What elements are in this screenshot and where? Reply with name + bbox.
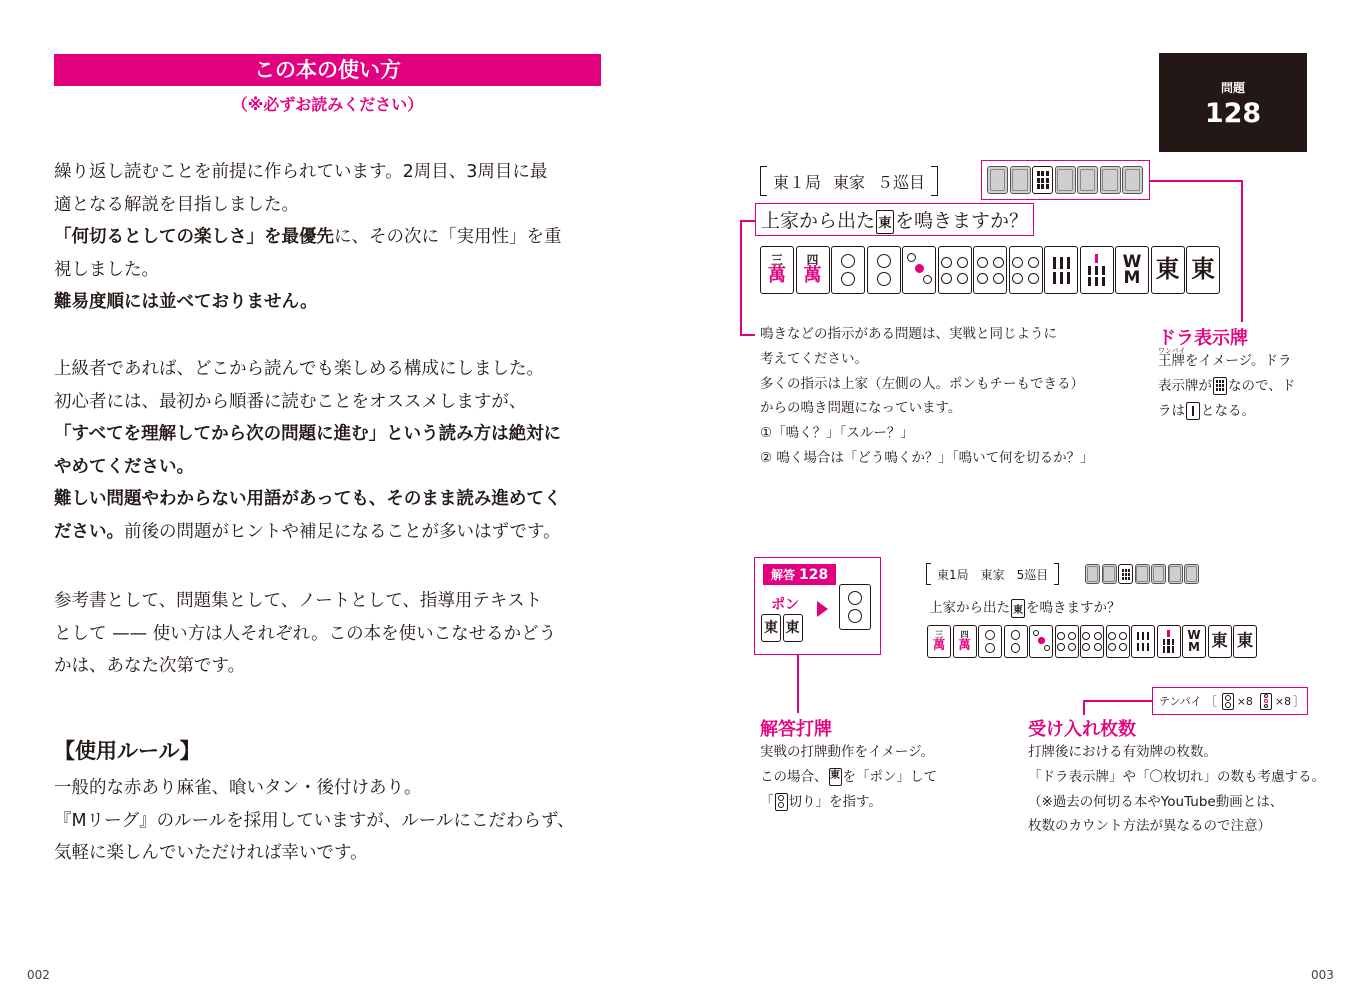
dora-indicator-tile bbox=[1032, 166, 1053, 194]
answer-heading: 解答打牌 bbox=[760, 719, 832, 740]
pin-2-tile bbox=[1004, 625, 1028, 658]
ukeire-leader-v bbox=[1083, 700, 1085, 715]
text-run: 前後の問題がヒントや補足になることが多いはずです。 bbox=[124, 521, 561, 542]
text-line bbox=[54, 386, 609, 419]
east-tile: 東 bbox=[783, 614, 803, 642]
ukeire-line: 「ドラ表示牌」や「〇枚切れ」の数も考慮する。 bbox=[1028, 768, 1325, 785]
call-leader-h bbox=[740, 220, 755, 222]
bamboo-9-icon bbox=[1213, 377, 1227, 395]
text-run: かは、あなた次第です。 bbox=[54, 656, 246, 677]
text-run: 適となる解説を目指しました。 bbox=[54, 194, 299, 215]
dora-leader-h bbox=[1150, 180, 1243, 182]
pin-4-tile bbox=[1009, 246, 1043, 294]
wall-tile bbox=[1151, 564, 1166, 584]
man-tile: 四 萬 bbox=[796, 246, 830, 294]
sou-8-tile: W M bbox=[1115, 246, 1149, 294]
east-tile: 東 bbox=[761, 614, 781, 642]
text-run: として —— 使い方は人それぞれ。この本を使いこなせるかどう bbox=[54, 623, 557, 644]
wall-tile bbox=[1102, 564, 1117, 584]
problem-number: 128 bbox=[1204, 98, 1262, 129]
ukeire-line: 打牌後における有効牌の枚数。 bbox=[1028, 744, 1217, 760]
turn-text: ５巡目 bbox=[877, 172, 926, 192]
small-round-info bbox=[926, 563, 1059, 585]
wall-tile bbox=[1135, 564, 1150, 584]
sou-7-tile bbox=[1080, 246, 1114, 294]
text-line bbox=[54, 189, 609, 222]
bamboo-1-icon bbox=[1186, 402, 1200, 420]
page-number-right: 003 bbox=[1311, 968, 1334, 982]
wall-tile bbox=[1100, 166, 1121, 194]
rules-heading: 【使用ルール】 bbox=[54, 739, 201, 763]
tenpai-label: テンパイ bbox=[1159, 695, 1202, 708]
text-line bbox=[54, 221, 609, 254]
text-line bbox=[54, 483, 609, 516]
call-note-line: ② 鳴く場合は「どう鳴くか？」「鳴いて何を切るか？」 bbox=[760, 449, 1094, 466]
man-tile: 四 萬 bbox=[953, 625, 977, 658]
answer-line: 実戦の打牌動作をイメージ。 bbox=[760, 744, 935, 760]
question-before: 上家から出た bbox=[761, 210, 876, 232]
dora-line-part: なので、ド bbox=[1228, 377, 1296, 394]
round-info bbox=[760, 166, 938, 196]
man-tile: 三 萬 bbox=[760, 246, 794, 294]
discard-pin-2-tile bbox=[839, 584, 871, 630]
tenpai-count: ×8 bbox=[1236, 694, 1253, 708]
dora-line: 王牌をイメージ。ドラ bbox=[1158, 353, 1292, 369]
answer-line-part: 切り」を指す。 bbox=[788, 793, 882, 810]
text-line bbox=[54, 618, 609, 651]
answer-label: 解答 bbox=[771, 568, 796, 582]
dora-line bbox=[1158, 399, 1295, 424]
small-q-after: を鳴きますか？ bbox=[1026, 600, 1121, 616]
text-run: 視しました。 bbox=[54, 259, 159, 280]
man-tile: 三 萬 bbox=[927, 625, 951, 658]
answer-line bbox=[760, 790, 937, 815]
text-run: 参考書として、問題集として、ノートとして、指導用テキスト bbox=[54, 591, 543, 611]
pin-2-icon bbox=[1222, 693, 1234, 710]
text-run: に、その次に「実用性」を重 bbox=[334, 227, 562, 248]
page-title: この本の使い方 bbox=[54, 54, 601, 86]
pon-label: ポン bbox=[771, 597, 799, 613]
text-line bbox=[54, 585, 609, 618]
tenpai-count: ×8 bbox=[1274, 694, 1292, 708]
sou-6-tile bbox=[1044, 246, 1078, 294]
wall-tile bbox=[1077, 166, 1098, 194]
dora-heading: ドラ表示牌 bbox=[1158, 328, 1248, 349]
bold-run: 「何切るとしての楽しさ」を最優先 bbox=[54, 227, 334, 248]
sou-6-tile bbox=[1131, 625, 1155, 658]
east-tile-icon: 東 bbox=[876, 210, 894, 234]
wall-tile bbox=[1184, 564, 1199, 584]
page-number-left: 002 bbox=[27, 968, 50, 982]
dora-leader-v bbox=[1241, 180, 1243, 322]
answer-line-part: この場合、 bbox=[760, 768, 828, 785]
east-tile: 東 bbox=[1233, 625, 1257, 658]
bold-run: 難易度順には並べておりません。 bbox=[54, 292, 318, 313]
dora-line bbox=[1158, 374, 1295, 399]
east-tile-icon: 東 bbox=[829, 768, 842, 786]
text-run: 初心者には、最初から順番に読むことをオススメしますが、 bbox=[54, 391, 527, 412]
wall-tile bbox=[1085, 564, 1100, 584]
pin-2-icon bbox=[775, 793, 788, 811]
pin-4-tile bbox=[1106, 625, 1130, 658]
wall-tile bbox=[1168, 564, 1183, 584]
small-hand-tiles bbox=[927, 625, 1259, 658]
wall-tile bbox=[1010, 166, 1031, 194]
answer-box bbox=[754, 557, 881, 655]
text-line bbox=[54, 805, 609, 838]
tenpai-box: テンパイ ［ ×8 ×8 ］ bbox=[1152, 687, 1308, 715]
east-tile: 東 bbox=[1151, 246, 1185, 294]
text-line bbox=[54, 418, 609, 451]
ukeire-heading: 受け入れ枚数 bbox=[1028, 719, 1136, 740]
text-line bbox=[54, 772, 609, 805]
usage-paragraph bbox=[54, 585, 609, 683]
east-tile: 東 bbox=[1208, 625, 1232, 658]
sou-7-tile bbox=[1157, 625, 1181, 658]
ukeire-line: 枚数のカウント方法が異なるので注意） bbox=[1028, 818, 1271, 835]
red-pin-3-tile bbox=[902, 246, 936, 294]
small-q-before: 上家から出た bbox=[929, 600, 1010, 616]
sou-8-tile: W M bbox=[1182, 625, 1206, 658]
answer-explanation bbox=[760, 740, 937, 814]
small-dora-wall bbox=[1085, 564, 1201, 584]
text-run: 上級者であれば、どこから読んでも楽しめる構成にしました。 bbox=[54, 359, 544, 379]
page-subtitle: （※必ずお読みください） bbox=[231, 95, 424, 114]
answer-number: 128 bbox=[799, 567, 829, 583]
pon-tiles bbox=[761, 614, 804, 642]
east-tile-icon: 東 bbox=[1011, 599, 1025, 618]
answer-line-part: 「 bbox=[760, 793, 774, 810]
text-run: 『Mリーグ』のルールを採用していますが、ルールにこだわらず、 bbox=[54, 810, 575, 831]
dora-line-part: 表示牌が bbox=[1158, 377, 1212, 394]
text-line bbox=[54, 286, 609, 319]
question-text bbox=[761, 206, 1028, 234]
answer-line-part: を「ポン」して bbox=[842, 768, 937, 785]
dora-indicator-tile bbox=[1118, 564, 1133, 584]
discard-tile-wrap bbox=[839, 584, 873, 630]
small-question-text bbox=[929, 596, 1121, 618]
pin-3-red-icon bbox=[1260, 693, 1272, 710]
ukeire-line: （※過去の何切る本やYouTube動画とは、 bbox=[1028, 793, 1284, 810]
bold-run: ださい。 bbox=[54, 521, 124, 542]
middle-paragraph bbox=[54, 353, 609, 549]
dora-ruby: ワンパイ bbox=[1158, 347, 1186, 355]
small-turn-text: 5巡目 bbox=[1016, 567, 1049, 582]
pin-4-tile bbox=[1055, 625, 1079, 658]
text-line bbox=[54, 650, 609, 683]
pin-2-tile bbox=[831, 246, 865, 294]
text-run: 繰り返し読むことを前提に作られています。2周目、3周目に最 bbox=[54, 162, 548, 182]
text-line bbox=[54, 254, 609, 287]
text-line bbox=[54, 353, 609, 386]
wall-tile bbox=[987, 166, 1008, 194]
call-note-line: 多くの指示は上家（左側の人。ポンもチーもできる） bbox=[760, 375, 1084, 392]
bold-run: 「すべてを理解してから次の問題に進む」という読み方は絶対に bbox=[54, 424, 562, 445]
answer-tag bbox=[763, 564, 836, 585]
bold-run: やめてください。 bbox=[54, 456, 194, 477]
arrow-right-icon bbox=[817, 601, 828, 617]
call-note-line: 鳴きなどの指示がある問題は、実戦と同じように bbox=[760, 326, 1057, 342]
call-leader-end bbox=[740, 334, 755, 336]
pin-2-tile bbox=[867, 246, 901, 294]
call-leader-v bbox=[740, 220, 742, 335]
red-pin-3-tile bbox=[1029, 625, 1053, 658]
small-seat-text: 東家 bbox=[980, 567, 1005, 582]
pin-4-tile bbox=[973, 246, 1007, 294]
text-line bbox=[54, 837, 609, 870]
text-line bbox=[54, 451, 609, 484]
dora-line-part: となる。 bbox=[1201, 402, 1255, 419]
wall-tile bbox=[1055, 166, 1076, 194]
text-line bbox=[54, 156, 609, 189]
dora-wall bbox=[987, 166, 1145, 194]
ukeire-explanation bbox=[1028, 740, 1325, 839]
text-run: 一般的な赤あり麻雀、喰いタン・後付けあり。 bbox=[54, 778, 422, 798]
call-note-line: からの鳴き問題になっています。 bbox=[760, 400, 962, 417]
answer-leader bbox=[797, 655, 799, 713]
round-text: 東１局 bbox=[773, 172, 822, 192]
bold-run: 難しい問題やわからない用語があっても、そのまま読み進めてく bbox=[54, 489, 562, 510]
hand-tiles bbox=[760, 246, 1222, 294]
dora-line-part: ラは bbox=[1158, 402, 1185, 419]
intro-paragraph bbox=[54, 156, 609, 319]
problem-label: 問題 bbox=[1220, 81, 1245, 95]
pin-4-tile bbox=[1080, 625, 1104, 658]
answer-line bbox=[760, 765, 937, 790]
seat-text: 東家 bbox=[833, 172, 866, 192]
pin-4-tile bbox=[938, 246, 972, 294]
dora-explanation bbox=[1158, 349, 1295, 423]
call-note-line: 考えてください。 bbox=[760, 350, 868, 367]
wall-tile bbox=[1122, 166, 1143, 194]
ukeire-leader-h bbox=[1083, 700, 1152, 702]
problem-number-box bbox=[1159, 53, 1307, 152]
call-notes bbox=[760, 322, 1094, 471]
question-after: を鳴きますか？ bbox=[895, 210, 1029, 232]
rules-paragraph bbox=[54, 772, 609, 870]
text-line bbox=[54, 516, 609, 549]
small-round-text: 東1局 bbox=[937, 567, 969, 582]
pin-2-tile bbox=[978, 625, 1002, 658]
text-run: 気軽に楽しんでいただければ幸いです。 bbox=[54, 843, 368, 864]
call-note-line: ①「鳴く？」「スルー？」 bbox=[760, 425, 914, 442]
east-tile: 東 bbox=[1186, 246, 1220, 294]
